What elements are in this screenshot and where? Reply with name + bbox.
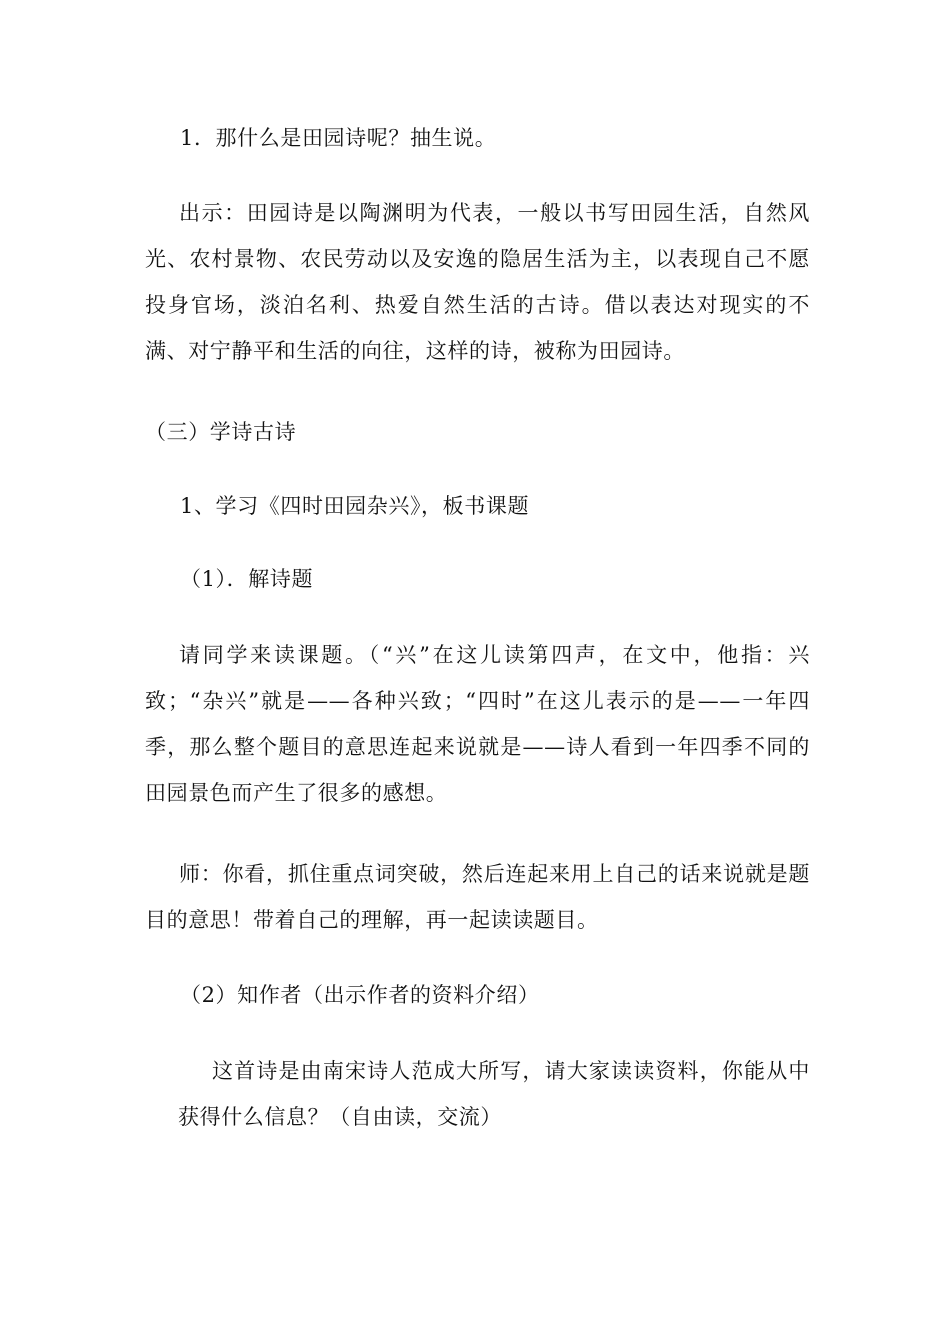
question-paragraph: 1．那什么是田园诗呢？抽生说。 bbox=[180, 126, 497, 150]
step-heading-2: （2）知作者（出示作者的资料介绍） bbox=[180, 983, 540, 1007]
title-explanation-paragraph: 请同学来读课题。（“兴”在这儿读第四声，在文中，他指：兴致；“杂兴”就是——各种兴致；“四时”在这儿表示的是——一年四季，那么整个题目的意思连起来说就是——诗人看到一年四季不同的田园景色而产生了很多的感想。 bbox=[145, 643, 810, 805]
section-heading: （三）学诗古诗 bbox=[145, 420, 297, 444]
subsection-heading: 1、学习《四时田园杂兴》，板书课题 bbox=[180, 494, 530, 518]
teacher-remark-paragraph: 师：你看，抓住重点词突破，然后连起来用上自己的话来说就是题目的意思！带着自己的理解，再一起读读题目。 bbox=[145, 862, 810, 932]
definition-paragraph: 出示：田园诗是以陶渊明为代表，一般以书写田园生活，自然风光、农村景物、农民劳动以及安逸的隐居生活为主，以表现自己不愿投身官场，淡泊名利、热爱自然生活的古诗。借以表达对现实的不满、对宁静平和生活的向往，这样的诗，被称为田园诗。 bbox=[145, 201, 810, 363]
step-heading-1: （1）．解诗题 bbox=[180, 567, 314, 591]
author-paragraph: 这首诗是由南宋诗人范成大所写，请大家读读资料，你能从中获得什么信息？（自由读，交流） bbox=[178, 1059, 810, 1129]
